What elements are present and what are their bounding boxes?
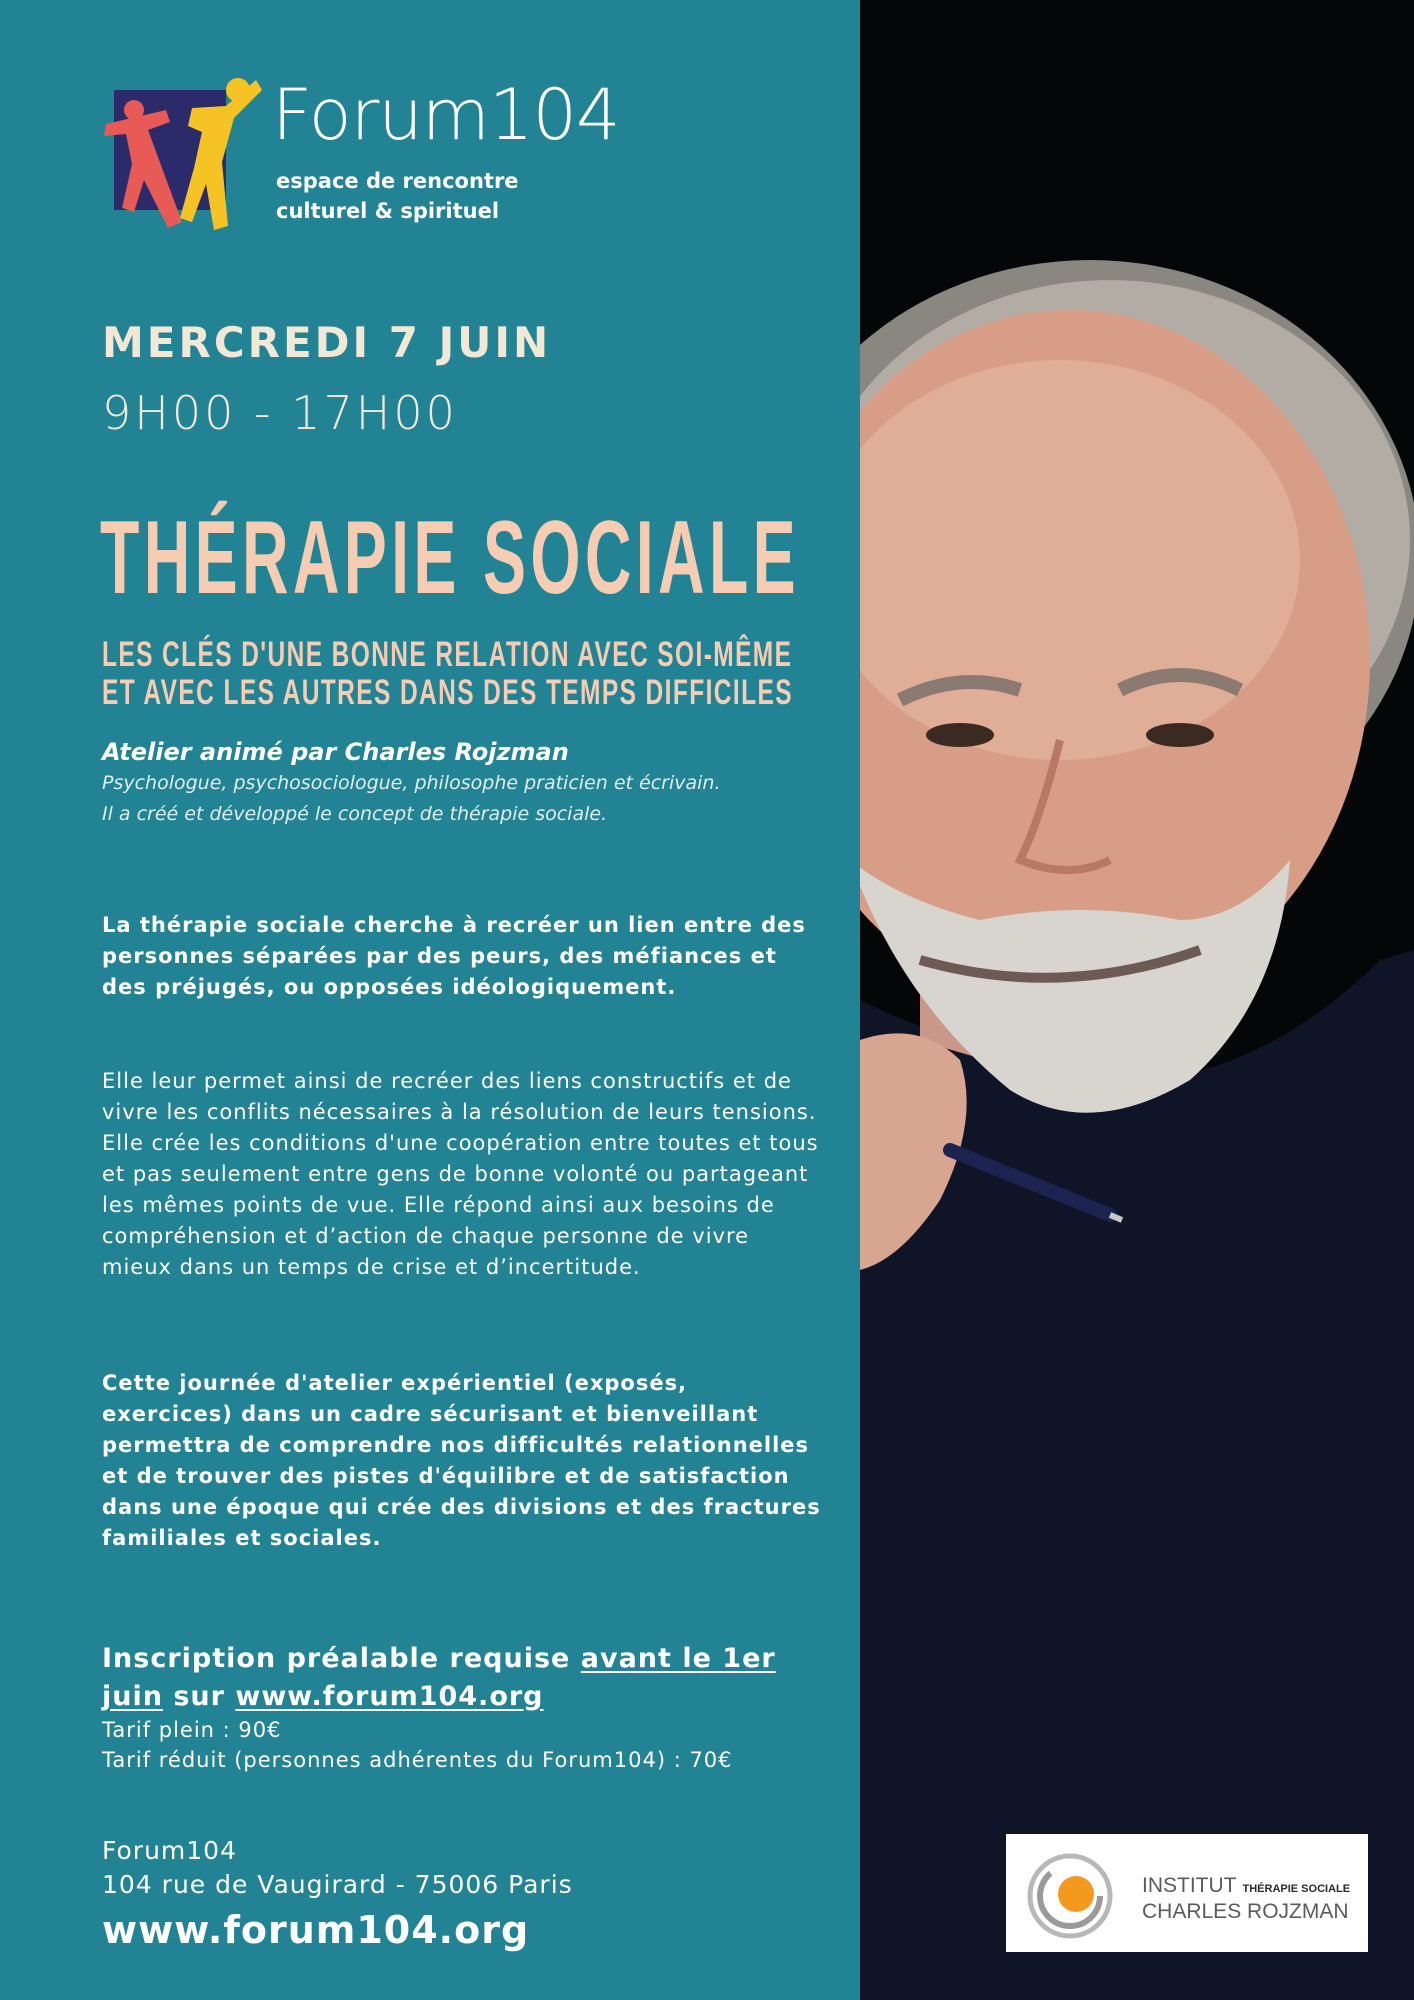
institute-name-line2: CHARLES ROJZMAN — [1142, 1900, 1349, 1923]
tarif-reduced: Tarif réduit (personnes adhérentes du Forum104) : 70€ — [102, 1748, 733, 1772]
portrait-photo — [860, 0, 1414, 2000]
workshop-paragraph: Cette journée d'atelier expérientiel (exposés, exercices) dans un cadre sécurisant et bienveillant permettra de comprendre nos difficultés relationnelles et de trouver des pistes d'équilibre et de satisfaction dans une époque qui crée des divisions et des fractures familiales et sociales. — [102, 1371, 821, 1550]
event-subtitle — [102, 636, 793, 712]
description-part1: Elle leur permet ainsi de recréer des liens constructifs et de vivre les conflits nécessaires à la résolution de leurs tensions. — [102, 1069, 817, 1124]
event-subtitle-line1: LES CLÉS D'UNE BONNE RELATION AVEC SOI-MÊME — [102, 635, 793, 674]
brand-tagline-line1: espace de rencontre — [276, 169, 519, 193]
intro-paragraph: La thérapie sociale cherche à recréer un lien entre des personnes séparées par des peurs, des méfiances et des préjugés, ou opposées idéologiquement. — [102, 913, 806, 999]
institute-name-line1 — [1142, 1874, 1350, 1898]
host-description — [102, 768, 832, 830]
registration-on: sur — [173, 1681, 225, 1712]
institute-word-institut: INSTITUT — [1142, 1874, 1237, 1897]
host-line: Atelier animé par Charles Rojzman — [102, 738, 569, 766]
host-desc-line2: Il a créé et développé le concept de thérapie sociale. — [102, 803, 608, 825]
registration-notice — [102, 1640, 842, 1716]
portrait-panel — [860, 0, 1414, 2000]
address-street: 104 rue de Vaugirard - 75006 Paris — [102, 1870, 573, 1899]
brand-tagline — [276, 166, 519, 226]
description-paragraph — [102, 1066, 822, 1283]
description-part2: Elle crée les conditions d'une coopération entre toutes et tous et pas seulement entre gens de bonne volonté ou partageant les mêmes points de vue. Elle répond ainsi aux besoins de compréhension et d’action de chaque personne de vivre mieux dans un temps de crise et d’incertitude. — [102, 1131, 819, 1279]
address-name: Forum104 — [102, 1836, 237, 1865]
registration-lead: Inscription préalable requise — [102, 1643, 571, 1674]
institute-word-therapie: THÉRAPIE SOCIALE — [1242, 1883, 1351, 1895]
forum104-logo-icon — [96, 72, 266, 242]
institute-logo-icon — [1026, 1852, 1114, 1940]
address-website-link[interactable]: www.forum104.org — [102, 1908, 530, 1952]
event-time: 9H00 - 17H00 — [102, 386, 458, 440]
tarif-full: Tarif plein : 90€ — [102, 1718, 282, 1742]
registration-deadline: avant le 1er juin — [102, 1643, 776, 1712]
event-date: MERCREDI 7 JUIN — [102, 318, 552, 367]
event-title: THÉRAPIE SOCIALE — [100, 500, 800, 616]
event-subtitle-line2: ET AVEC LES AUTRES DANS DES TEMPS DIFFICILES — [102, 673, 793, 712]
registration-website-link[interactable]: www.forum104.org — [235, 1681, 544, 1712]
host-desc-line1: Psychologue, psychosociologue, philosophe praticien et écrivain. — [102, 772, 721, 794]
brand-tagline-line2: culturel & spirituel — [276, 199, 500, 223]
institute-logo-box — [1006, 1834, 1368, 1952]
brand-name: Forum104 — [272, 74, 620, 156]
